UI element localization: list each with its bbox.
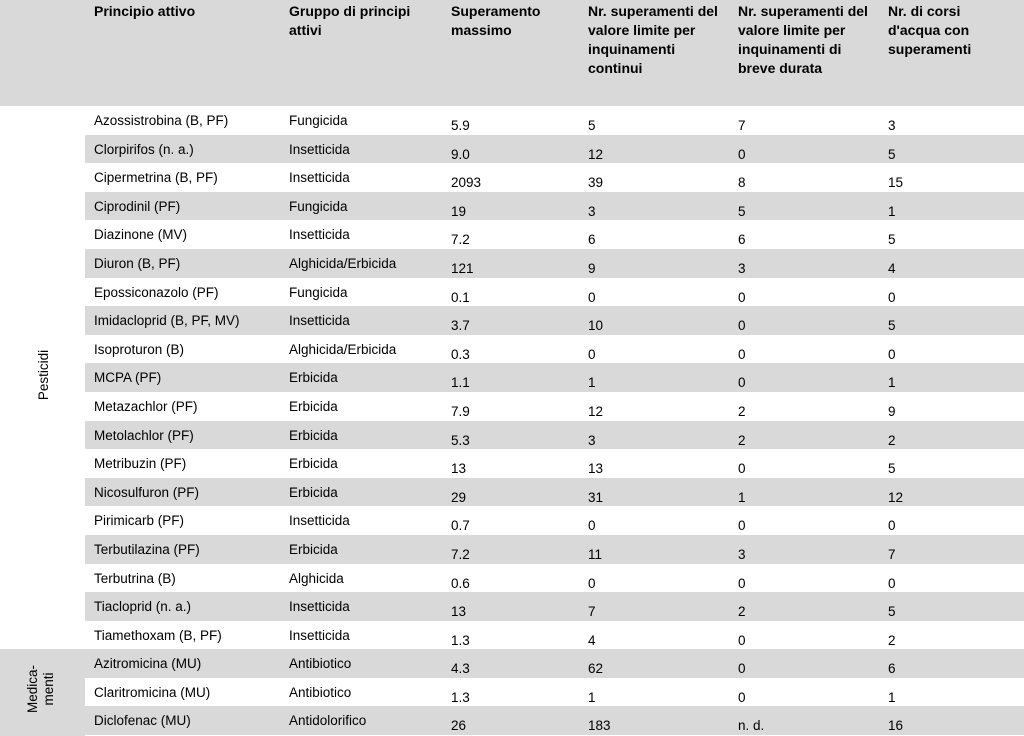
cell-superamento: 5.3 <box>451 432 470 448</box>
table-row <box>0 249 1024 278</box>
table-row <box>0 678 1024 707</box>
table-row <box>0 535 1024 564</box>
cell-continui: 7 <box>588 604 596 620</box>
cell-corsi: 0 <box>888 346 896 362</box>
cell-continui: 9 <box>588 260 596 276</box>
header-line: valore limite per <box>738 22 846 38</box>
cell-breve: 0 <box>738 575 746 591</box>
row-background <box>85 192 1024 221</box>
cell-breve: 0 <box>738 518 746 534</box>
header-continui <box>588 2 718 78</box>
cell-gruppo: Fungicida <box>289 198 348 214</box>
cell-principio: Ciprodinil (PF) <box>94 198 181 214</box>
cell-corsi: 9 <box>888 403 896 419</box>
cell-continui: 10 <box>588 318 604 334</box>
cell-superamento: 1.3 <box>451 632 470 648</box>
cell-superamento: 5.9 <box>451 118 470 133</box>
header-line: inquinamenti <box>588 41 676 57</box>
cell-superamento: 26 <box>451 718 467 734</box>
cell-breve: 5 <box>738 203 746 219</box>
cell-breve: 0 <box>738 289 746 305</box>
cell-breve: 2 <box>738 403 746 419</box>
cell-gruppo: Insetticida <box>289 227 350 243</box>
cell-superamento: 0.7 <box>451 518 470 534</box>
cell-continui: 11 <box>588 546 603 562</box>
cell-continui: 13 <box>588 461 604 477</box>
cell-superamento: 4.3 <box>451 661 470 677</box>
cell-continui: 3 <box>588 203 596 219</box>
row-background <box>85 135 1024 164</box>
cell-superamento: 2093 <box>451 175 482 191</box>
cell-breve: 0 <box>738 461 746 477</box>
cell-gruppo: Antibiotico <box>289 656 352 672</box>
cell-principio: Azitromicina (MU) <box>94 656 202 672</box>
cell-gruppo: Antidolorifico <box>289 713 367 729</box>
cell-gruppo: Fungicida <box>289 113 348 128</box>
cell-superamento: 3.7 <box>451 318 470 334</box>
header-text: Principio attivo <box>94 3 196 19</box>
group-label-pesticidi: Pesticidi <box>36 349 51 401</box>
cell-continui: 0 <box>588 289 596 305</box>
table-row <box>0 449 1024 478</box>
cell-continui: 39 <box>588 175 604 191</box>
header-principio-attivo <box>94 2 195 21</box>
table-row <box>0 392 1024 421</box>
table-row <box>0 306 1024 335</box>
cell-superamento: 29 <box>451 489 467 505</box>
header-line: Nr. superamenti del <box>738 3 868 19</box>
header-line: breve durata <box>738 60 823 76</box>
cell-principio: Clorpirifos (n. a.) <box>94 141 194 157</box>
header-line: Gruppo di principi <box>289 3 411 19</box>
cell-corsi: 1 <box>888 203 896 219</box>
cell-principio: Nicosulfuron (PF) <box>94 484 200 500</box>
table-row <box>0 421 1024 450</box>
table-row <box>0 135 1024 164</box>
cell-superamento: 1.3 <box>451 689 470 705</box>
cell-gruppo: Insetticida <box>289 170 350 186</box>
cell-superamento: 7.2 <box>451 232 470 248</box>
cell-breve: 8 <box>738 175 746 191</box>
cell-breve: 0 <box>738 346 746 362</box>
table-body <box>0 106 1024 735</box>
cell-gruppo: Alghicida/Erbicida <box>289 341 397 357</box>
cell-principio: Diuron (B, PF) <box>94 255 181 271</box>
table-row <box>0 706 1024 735</box>
cell-superamento: 121 <box>451 260 474 276</box>
cell-gruppo: Alghicida <box>289 570 344 586</box>
cell-corsi: 5 <box>888 232 896 248</box>
table-row <box>0 363 1024 392</box>
cell-continui: 3 <box>588 432 596 448</box>
cell-corsi: 0 <box>888 289 896 305</box>
cell-principio: Tiamethoxam (B, PF) <box>94 627 222 643</box>
cell-continui: 1 <box>588 689 596 705</box>
table-row <box>0 592 1024 621</box>
cell-breve: 0 <box>738 689 746 705</box>
table-row <box>0 564 1024 593</box>
header-superamento <box>451 2 540 40</box>
row-background <box>85 421 1024 450</box>
cell-corsi: 0 <box>888 518 896 534</box>
cell-corsi: 5 <box>888 604 896 620</box>
row-background <box>85 706 1024 735</box>
cell-principio: Terbutilazina (PF) <box>94 541 200 557</box>
cell-principio: Metazachlor (PF) <box>94 398 198 414</box>
table-row <box>0 192 1024 221</box>
cell-gruppo: Insetticida <box>289 513 350 529</box>
table-row <box>0 478 1024 507</box>
cell-breve: 1 <box>738 489 746 505</box>
table-row <box>0 506 1024 535</box>
header-line: valore limite per <box>588 22 696 38</box>
cell-corsi: 6 <box>888 661 896 677</box>
cell-breve: 2 <box>738 432 746 448</box>
cell-breve: 0 <box>738 632 746 648</box>
cell-gruppo: Erbicida <box>289 456 338 472</box>
cell-superamento: 0.6 <box>451 575 470 591</box>
cell-principio: Metolachlor (PF) <box>94 427 194 443</box>
table-row <box>0 220 1024 249</box>
header-line: superamenti <box>888 41 972 57</box>
table-header <box>0 0 1024 106</box>
table-row <box>0 163 1024 192</box>
cell-gruppo: Erbicida <box>289 541 338 557</box>
cell-corsi: 5 <box>888 318 896 334</box>
cell-continui: 31 <box>588 489 604 505</box>
cell-continui: 12 <box>588 146 604 162</box>
cell-corsi: 16 <box>888 718 904 734</box>
header-line: Superamento <box>451 3 541 19</box>
cell-superamento: 0.3 <box>451 346 470 362</box>
cell-continui: 6 <box>588 232 596 248</box>
cell-principio: Diclofenac (MU) <box>94 713 191 729</box>
cell-superamento: 9.0 <box>451 146 470 162</box>
group-label-line: Medica- <box>25 665 40 714</box>
cell-corsi: 0 <box>888 575 896 591</box>
cell-breve: 0 <box>738 318 746 334</box>
header-line: d'acqua con <box>888 22 970 38</box>
table-row <box>0 278 1024 307</box>
cell-superamento: 7.9 <box>451 403 470 419</box>
cell-continui: 5 <box>588 118 596 133</box>
cell-principio: Cipermetrina (B, PF) <box>94 170 218 186</box>
cell-principio: Tiacloprid (n. a.) <box>94 599 192 615</box>
cell-principio: Isoproturon (B) <box>94 341 185 357</box>
cell-corsi: 5 <box>888 146 896 162</box>
cell-corsi: 1 <box>888 689 896 705</box>
cell-principio: Metribuzin (PF) <box>94 456 187 472</box>
header-breve-durata <box>738 2 868 78</box>
header-line: massimo <box>451 22 512 38</box>
cell-breve: 2 <box>738 604 746 620</box>
cell-superamento: 13 <box>451 461 467 477</box>
table-row <box>0 621 1024 650</box>
cell-continui: 0 <box>588 518 596 534</box>
cell-principio: Diazinone (MV) <box>94 227 188 243</box>
cell-gruppo: Erbicida <box>289 484 338 500</box>
cell-gruppo: Insetticida <box>289 313 350 329</box>
cell-corsi: 3 <box>888 118 896 133</box>
cell-corsi: 2 <box>888 632 896 648</box>
cell-corsi: 5 <box>888 461 896 477</box>
cell-breve: 0 <box>738 146 746 162</box>
cell-principio: Terbutrina (B) <box>94 570 176 586</box>
row-background <box>85 592 1024 621</box>
cell-breve: 0 <box>738 661 746 677</box>
cell-continui: 1 <box>588 375 596 391</box>
cell-breve: 3 <box>738 546 746 562</box>
cell-corsi: 1 <box>888 375 896 391</box>
header-gruppo <box>289 2 410 40</box>
cell-superamento: 7.2 <box>451 546 470 562</box>
header-line: attivi <box>289 22 322 38</box>
cell-continui: 0 <box>588 346 596 362</box>
row-background <box>85 649 1024 678</box>
cell-principio: Pirimicarb (PF) <box>94 513 184 529</box>
table-row <box>0 335 1024 364</box>
header-line: continui <box>588 60 643 76</box>
cell-continui: 12 <box>588 403 604 419</box>
cell-gruppo: Erbicida <box>289 398 338 414</box>
cell-superamento: 1.1 <box>451 375 470 391</box>
cell-gruppo: Fungicida <box>289 284 348 300</box>
cell-corsi: 4 <box>888 260 896 276</box>
cell-gruppo: Alghicida/Erbicida <box>289 255 397 271</box>
header-line: Nr. superamenti del <box>588 3 718 19</box>
cell-principio: MCPA (PF) <box>94 370 162 386</box>
group-label-line: menti <box>41 672 56 706</box>
cell-continui: 62 <box>588 661 604 677</box>
cell-gruppo: Erbicida <box>289 370 338 386</box>
cell-breve: 0 <box>738 375 746 391</box>
row-background <box>85 249 1024 278</box>
cell-corsi: 7 <box>888 546 896 562</box>
cell-corsi: 15 <box>888 175 904 191</box>
cell-breve: 3 <box>738 260 746 276</box>
cell-gruppo: Insetticida <box>289 627 350 643</box>
cell-gruppo: Insetticida <box>289 599 350 615</box>
cell-breve: n. d. <box>738 718 765 734</box>
cell-breve: 6 <box>738 232 746 248</box>
table-row <box>0 106 1024 135</box>
cell-gruppo: Erbicida <box>289 427 338 443</box>
cell-continui: 4 <box>588 632 596 648</box>
cell-continui: 183 <box>588 718 611 734</box>
cell-principio: Imidacloprid (B, PF, MV) <box>94 313 240 329</box>
cell-gruppo: Insetticida <box>289 141 350 157</box>
table-row <box>0 649 1024 678</box>
cell-gruppo: Antibiotico <box>289 684 352 700</box>
row-background <box>85 478 1024 507</box>
cell-principio: Azossistrobina (B, PF) <box>94 113 229 128</box>
header-corsi-acqua <box>888 2 971 59</box>
cell-corsi: 2 <box>888 432 896 448</box>
cell-breve: 7 <box>738 118 746 133</box>
cell-superamento: 0.1 <box>451 289 470 305</box>
row-background <box>85 535 1024 564</box>
cell-corsi: 12 <box>888 489 904 505</box>
cell-superamento: 13 <box>451 604 467 620</box>
cell-superamento: 19 <box>451 203 467 219</box>
row-background <box>85 363 1024 392</box>
cell-continui: 0 <box>588 575 596 591</box>
cell-principio: Claritromicina (MU) <box>94 684 211 700</box>
cell-principio: Epossiconazolo (PF) <box>94 284 219 300</box>
header-line: inquinamenti di <box>738 41 842 57</box>
header-line: Nr. di corsi <box>888 3 961 19</box>
